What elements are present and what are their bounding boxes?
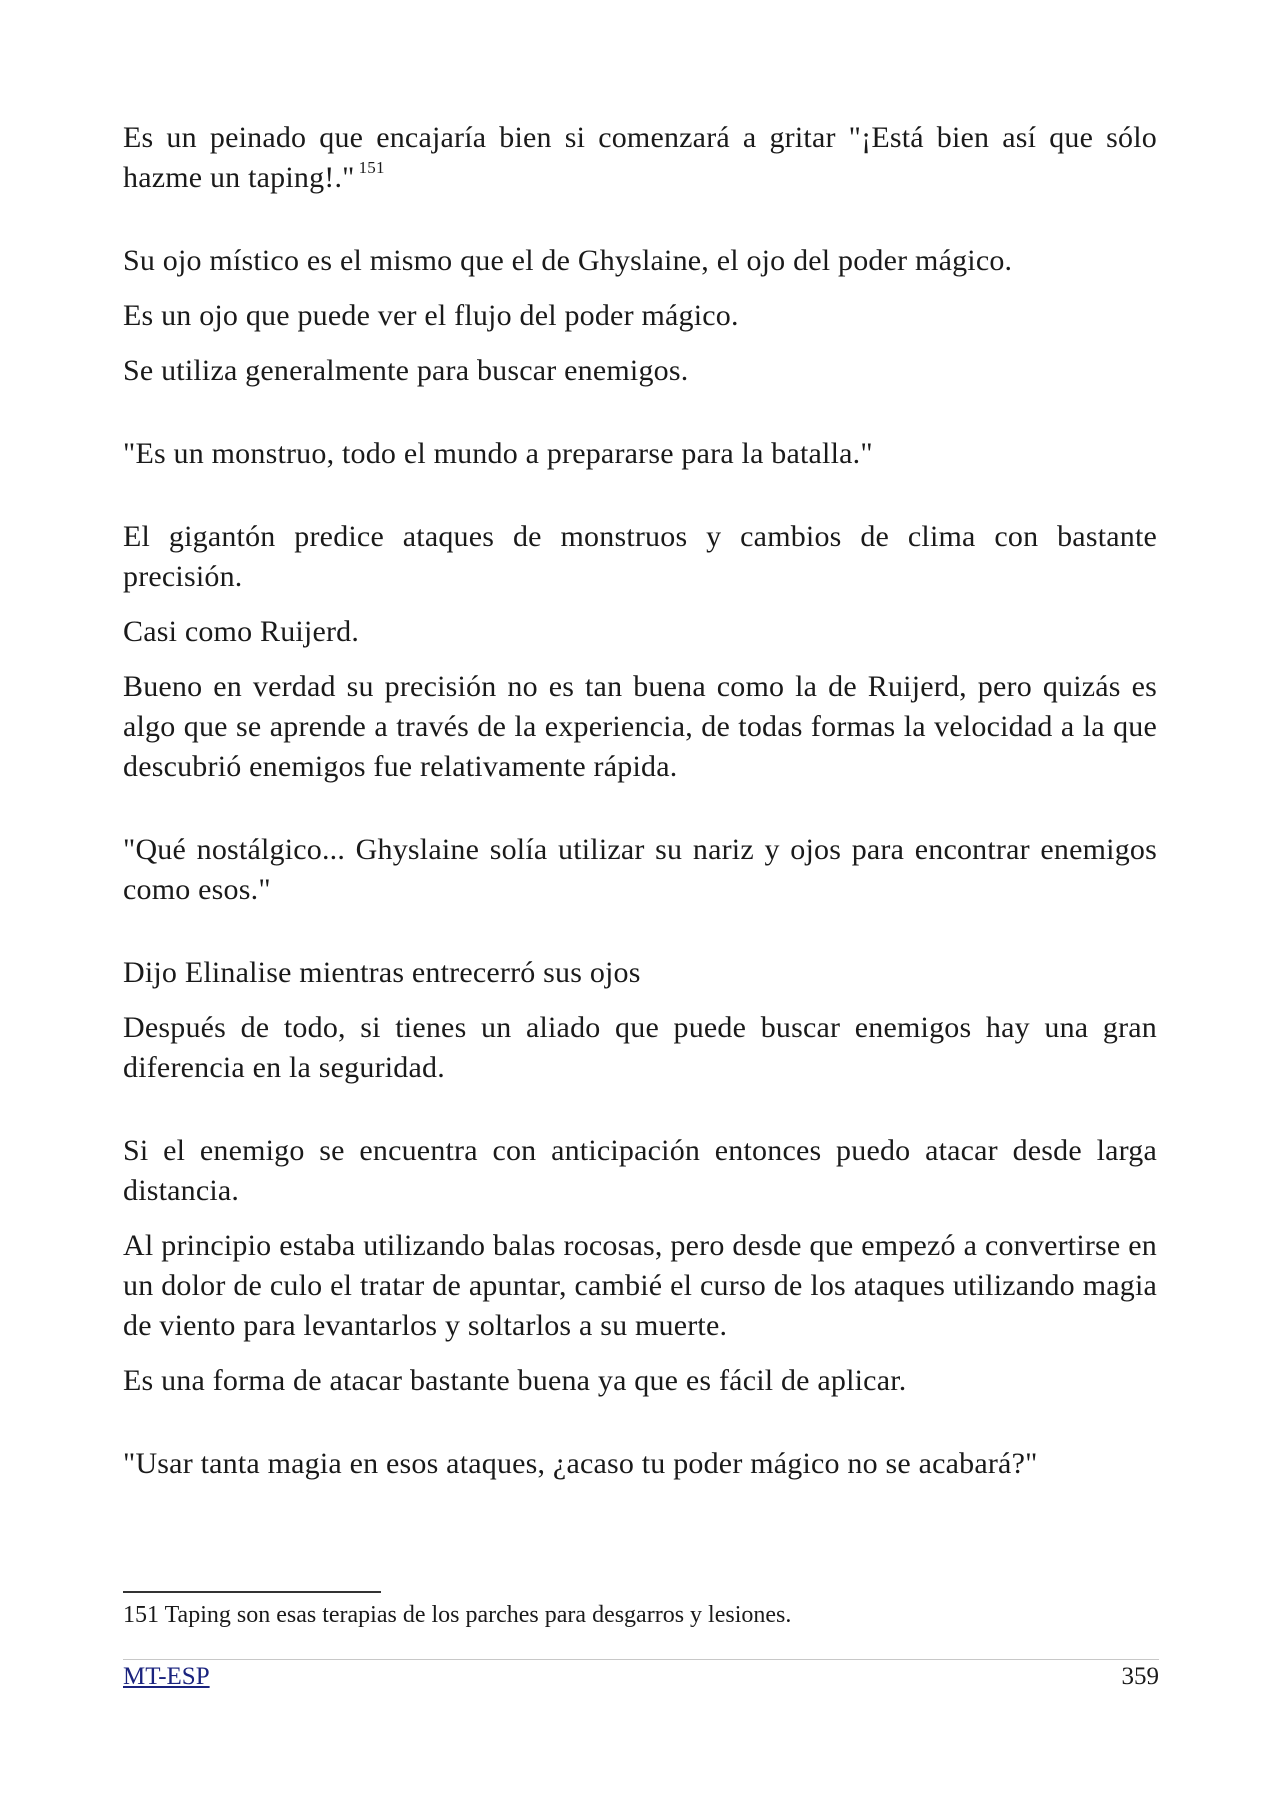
paragraph-4: Se utiliza generalmente para buscar enemigos. [123,354,689,387]
paragraph-14: Es una forma de atacar bastante buena ya que es fácil de aplicar. [123,1364,907,1397]
page-footer [123,1660,1159,1694]
paragraph-15: "Usar tanta magia en esos ataques, ¿acaso tu poder mágico no se acabará?" [123,1447,1038,1480]
paragraph-13: Al principio estaba utilizando balas rocosas, pero desde que empezó a convertirse en un dolor de culo el tratar de apuntar, cambié el curso de los ataques utilizando magia de viento para levantarlos y soltarlos a su muerte. [123,1229,1157,1342]
paragraph-7: Casi como Ruijerd. [123,615,360,648]
paragraph-5: "Es un monstruo, todo el mundo a prepararse para la batalla." [123,437,873,470]
page-number: 359 [1121,1663,1159,1690]
paragraph-12: Si el enemigo se encuentra con anticipación entonces puedo atacar desde larga distancia. [123,1134,1157,1207]
paragraph-6: El gigantón predice ataques de monstruos y cambios de clima con bastante precisión. [123,520,1157,593]
paragraph-8: Bueno en verdad su precisión no es tan buena como la de Ruijerd, pero quizás es algo que se aprende a través de la experiencia, de todas formas la velocidad a la que descubrió enemigos fue relativamente rápida. [123,670,1157,783]
footnote-divider [123,1591,381,1593]
footer-link[interactable]: MT-ESP [123,1663,210,1690]
footnote-reference[interactable]: 151 [358,158,385,177]
paragraph-3: Es un ojo que puede ver el flujo del poder mágico. [123,299,739,332]
paragraph-11: Después de todo, si tienes un aliado que puede buscar enemigos hay una gran diferencia en la seguridad. [123,1011,1157,1084]
page-body [123,118,1157,1484]
footnote-text: 151 Taping son esas terapias de los parches para desgarros y lesiones. [123,1602,792,1628]
paragraph-1: Es un peinado que encajaría bien si comenzará a gritar "¡Está bien así que sólo hazme un taping!." $^{151}$ [123,121,1157,194]
paragraph-10: Dijo Elinalise mientras entrecerró sus ojos [123,956,641,989]
paragraph-2: Su ojo místico es el mismo que el de Ghyslaine, el ojo del poder mágico. [123,244,1013,277]
paragraph-9: "Qué nostálgico... Ghyslaine solía utilizar su nariz y ojos para encontrar enemigos como esos." [123,833,1157,906]
